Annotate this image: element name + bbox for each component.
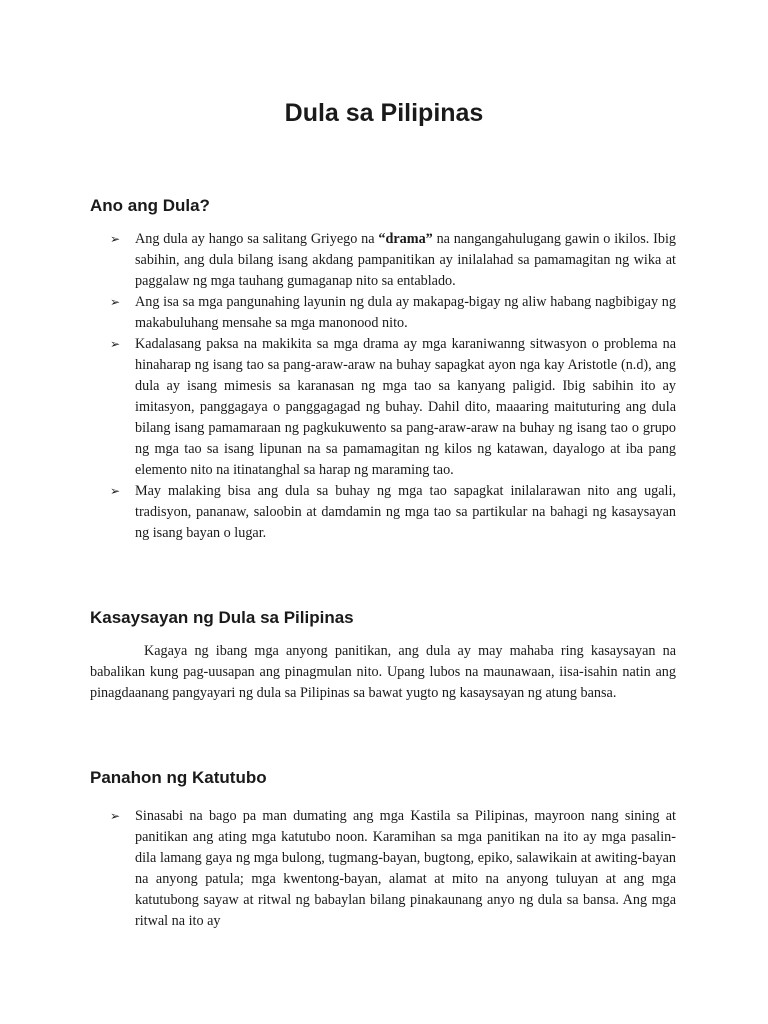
bullet-list-panahon-ng-katutubo xyxy=(110,806,676,932)
bullet-term: “drama” xyxy=(378,231,433,247)
bullet-text: Ang dula ay hango sa salitang Griyego na xyxy=(135,231,379,247)
arrow-bullet-icon: ➢ xyxy=(110,337,121,351)
body-paragraph: Kagaya ng ibang mga anyong panitikan, ang dula ay may mahaba ring kasaysayan na babalikan kung pag-uusapan ang pinagmulan nito. Upang lubos na maunawaan, iisa-isahin natin ang pinagdaanang pangyayari ng dula sa Pilipinas sa bawat yugto ng kasaysayan ng atung bansa. xyxy=(90,643,676,701)
bullet-item xyxy=(110,806,676,932)
bullet-text: na nangangahulugang gawin o ikilos. Ibig sabihin, ang dula bilang isang akdang pampanitikan ay inilalahad sa pamamagitan ng wika at paggalaw ng mga tauhang gumaganap nito sa entablado. xyxy=(135,231,676,289)
section-heading-panahon-ng-katutubo: Panahon ng Katutubo xyxy=(90,768,267,787)
arrow-bullet-icon: ➢ xyxy=(110,809,121,823)
section-heading-kasaysayan: Kasaysayan ng Dula sa Pilipinas xyxy=(90,608,354,627)
bullet-text: Sinasabi na bago pa man dumating ang mga Kastila sa Pilipinas, mayroon nang sining at panitikan ang ating mga katutubo noon. Karamihan sa mga panitikan na ito ay mga pasalin-dila lamang gaya ng mga bulong, tugmang-bayan, bugtong, epiko, salawikain at awiting-bayan na anyong patula; mga kwentong-bayan, alamat at mito na anyong tuluyan at ang mga katutubong sayaw at ritwal ng babaylan bilang pinakaunang anyo ng dula sa bansa. Ang mga ritwal na ito ay xyxy=(135,808,676,929)
bullet-text: Kadalasang paksa na makikita sa mga drama ay mga karaniwanng sitwasyon o problema na hinaharap ng isang tao sa pang-araw-araw na buhay sapagkat ayon nga kay Aristotle (n.d), ang dula ay isang mimesis sa karanasan ng mga tao sa kanyang paligid. Ibig sabihin ito ay imitasyon, panggagaya o panggagagad ng buhay. Dahil dito, maaaring maituturing ang dula bilang isang pamamaraan ng pagkukuwento sa pang-araw-araw na buhay ng isang tao o grupo ng mga tao sa isang lipunan na sa pamamagitan ng kilos ng katawan, dayalogo at iba pang elemento nito na itinatanghal sa harap ng maraming tao. xyxy=(135,336,676,478)
bullet-list-ano-ang-dula xyxy=(110,229,676,544)
arrow-bullet-icon: ➢ xyxy=(110,484,121,498)
bullet-item xyxy=(110,334,676,481)
bullet-text: May malaking bisa ang dula sa buhay ng mga tao sapagkat inilalarawan nito ang ugali, tradisyon, pananaw, saloobin at damdamin ng mga tao sa partikular na bahagi ng kasaysayan ng isang bayan o lugar. xyxy=(135,483,676,541)
page-title: Dula sa Pilipinas xyxy=(284,99,484,127)
bullet-item xyxy=(110,229,676,292)
arrow-bullet-icon: ➢ xyxy=(110,295,121,309)
bullet-item xyxy=(110,481,676,544)
section-heading-ano-ang-dula: Ano ang Dula? xyxy=(90,196,210,215)
arrow-bullet-icon: ➢ xyxy=(110,232,121,246)
bullet-item xyxy=(110,292,676,334)
bullet-text: Ang isa sa mga pangunahing layunin ng dula ay makapag-bigay ng aliw habang nagbibigay ng makabuluhang mensahe sa mga manonood nito. xyxy=(135,294,676,331)
